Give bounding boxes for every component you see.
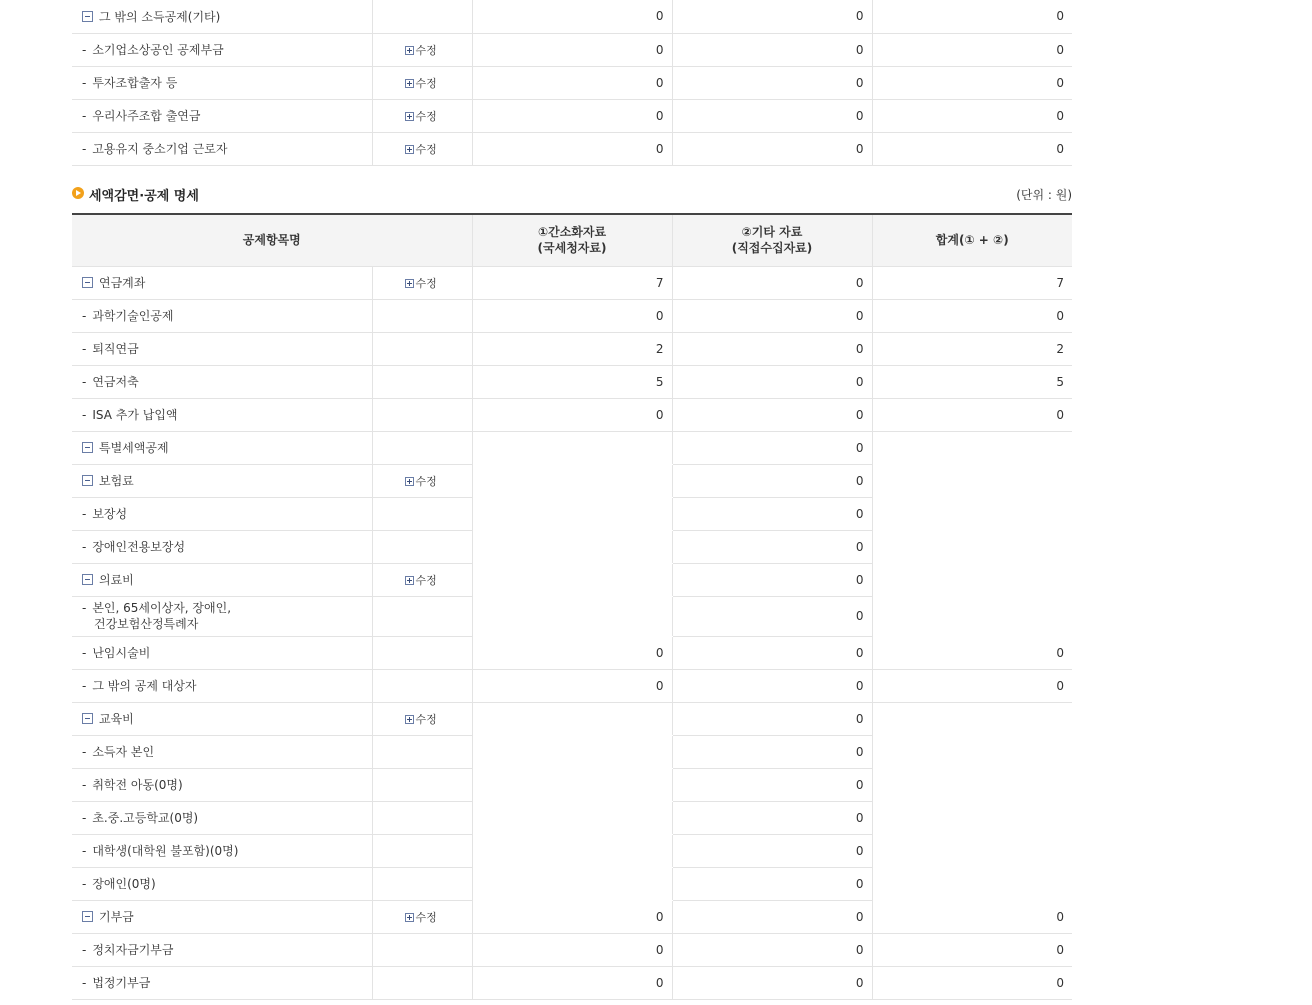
edit-cell [372, 464, 472, 497]
value-v1: 0 [472, 398, 672, 431]
edit-cell [372, 563, 472, 596]
dash-marker: - [82, 540, 87, 554]
value-v2: 0 [672, 365, 872, 398]
dash-marker: - [82, 679, 87, 693]
edit-cell [372, 834, 472, 867]
collapse-toggle-icon[interactable] [82, 442, 93, 453]
value-v1 [472, 768, 672, 801]
row-label: 기부금 [99, 910, 134, 924]
collapse-toggle-icon[interactable] [82, 911, 93, 922]
table-row [72, 464, 1072, 497]
dash-marker: - [82, 109, 87, 123]
value-v3 [872, 801, 1072, 834]
table-row [72, 365, 1072, 398]
edit-label: 수정 [415, 712, 437, 726]
value-v3: 0 [872, 900, 1072, 933]
edit-button[interactable] [405, 143, 437, 156]
value-v2: 0 [672, 900, 872, 933]
table-row [72, 636, 1072, 669]
value-v2: 0 [672, 530, 872, 563]
value-v3: 0 [872, 966, 1072, 999]
value-v1 [472, 530, 672, 563]
table-row [72, 33, 1072, 66]
value-v2: 0 [672, 834, 872, 867]
section-header [72, 184, 1072, 206]
row-label-cell [72, 966, 372, 999]
edit-cell [372, 596, 472, 636]
table-row [72, 966, 1072, 999]
table-row [72, 933, 1072, 966]
plus-icon [405, 112, 414, 121]
header-col3: 합계(① + ②) [872, 214, 1072, 266]
unit-label: (단위 : 원) [1016, 188, 1072, 202]
header-item-name: 공제항목명 [72, 214, 472, 266]
row-label-cell [72, 768, 372, 801]
value-v3: 0 [872, 99, 1072, 132]
row-label: 특별세액공제 [99, 441, 169, 455]
dash-marker: - [82, 745, 87, 759]
row-label: 과학기술인공제 [92, 309, 174, 323]
value-v2: 0 [672, 132, 872, 165]
dash-marker: - [82, 142, 87, 156]
value-v1: 0 [472, 99, 672, 132]
edit-button[interactable] [405, 713, 437, 726]
collapse-toggle-icon[interactable] [82, 11, 93, 22]
row-label: 투자조합출자 등 [92, 76, 178, 90]
edit-button[interactable] [405, 574, 437, 587]
value-v2: 0 [672, 398, 872, 431]
row-label-cell [72, 398, 372, 431]
table-row [72, 596, 1072, 636]
plus-icon [405, 46, 414, 55]
collapse-toggle-icon[interactable] [82, 277, 93, 288]
value-v1: 0 [472, 636, 672, 669]
edit-cell [372, 735, 472, 768]
edit-label: 수정 [415, 76, 437, 90]
dash-marker: - [82, 342, 87, 356]
row-label: 정치자금기부금 [92, 943, 174, 957]
header-col2-line1: ②기타 자료 [741, 225, 803, 240]
value-v1: 5 [472, 365, 672, 398]
row-label-cell [72, 596, 372, 636]
value-v2: 0 [672, 966, 872, 999]
row-label-cell [72, 0, 372, 33]
dash-marker: - [82, 76, 87, 90]
row-label: 고용유지 중소기업 근로자 [92, 142, 228, 156]
value-v3 [872, 768, 1072, 801]
value-v1 [472, 596, 672, 636]
edit-cell [372, 99, 472, 132]
value-v3: 2 [872, 332, 1072, 365]
edit-label: 수정 [415, 276, 437, 290]
value-v3: 0 [872, 66, 1072, 99]
value-v2: 0 [672, 464, 872, 497]
edit-label: 수정 [415, 573, 437, 587]
value-v2: 0 [672, 735, 872, 768]
row-label-cell [72, 702, 372, 735]
row-label-cell [72, 332, 372, 365]
value-v2: 0 [672, 563, 872, 596]
value-v2: 0 [672, 933, 872, 966]
table-row [72, 801, 1072, 834]
row-label: 보험료 [99, 474, 134, 488]
row-label: 그 밖의 소득공제(기타) [99, 9, 221, 24]
value-v1 [472, 464, 672, 497]
row-label-cell [72, 497, 372, 530]
dash-marker: - [82, 408, 87, 422]
row-label-cell [72, 132, 372, 165]
row-label-cell [72, 99, 372, 132]
value-v1 [472, 702, 672, 735]
dash-marker: - [82, 309, 87, 323]
edit-button[interactable] [405, 110, 437, 123]
table-row [72, 735, 1072, 768]
dash-marker: - [82, 811, 87, 825]
header-col2-line2: (직접수집자료) [731, 241, 813, 256]
dash-marker: - [82, 646, 87, 660]
dash-marker: - [82, 507, 87, 521]
edit-button[interactable] [405, 475, 437, 488]
dash-marker: - [82, 976, 87, 990]
value-v2: 0 [672, 431, 872, 464]
edit-cell [372, 132, 472, 165]
row-label: 장애인전용보장성 [92, 540, 186, 554]
row-label: 초.중.고등학교(0명) [92, 811, 199, 825]
row-label: 퇴직연금 [92, 342, 139, 356]
row-label-cell [72, 299, 372, 332]
edit-label: 수정 [415, 109, 437, 123]
plus-icon [405, 477, 414, 486]
value-v1: 0 [472, 66, 672, 99]
edit-cell [372, 398, 472, 431]
plus-icon [405, 913, 414, 922]
dash-marker: - [82, 877, 87, 891]
value-v1: 0 [472, 900, 672, 933]
row-label-cell [72, 636, 372, 669]
row-label: 취학전 아동(0명) [92, 778, 183, 792]
edit-cell [372, 365, 472, 398]
value-v1 [472, 735, 672, 768]
value-v3: 0 [872, 33, 1072, 66]
edit-cell [372, 530, 472, 563]
value-v3 [872, 867, 1072, 900]
value-v2: 0 [672, 299, 872, 332]
value-v2: 0 [672, 33, 872, 66]
collapse-toggle-icon[interactable] [82, 574, 93, 585]
value-v2: 0 [672, 669, 872, 702]
value-v2: 0 [672, 66, 872, 99]
row-label-cell [72, 834, 372, 867]
row-label: 법정기부금 [92, 976, 151, 990]
row-label: 장애인(0명) [92, 877, 156, 891]
dash-marker: - [82, 601, 87, 615]
value-v2: 0 [672, 801, 872, 834]
value-v2: 0 [672, 99, 872, 132]
plus-icon [405, 279, 414, 288]
edit-cell [372, 266, 472, 299]
row-label-cell [72, 33, 372, 66]
row-label: 난임시술비 [92, 646, 151, 660]
value-v1: 2 [472, 332, 672, 365]
value-v3 [872, 702, 1072, 735]
edit-button[interactable] [405, 911, 437, 924]
table-row [72, 66, 1072, 99]
tax-credit-table [72, 213, 1072, 1000]
edit-button[interactable] [405, 77, 437, 90]
row-label-cell [72, 563, 372, 596]
row-label-cell [72, 464, 372, 497]
value-v2: 0 [672, 702, 872, 735]
value-v3: 5 [872, 365, 1072, 398]
tax-credit-body [72, 266, 1072, 999]
table-row [72, 530, 1072, 563]
row-label-cell [72, 900, 372, 933]
value-v1: 0 [472, 132, 672, 165]
value-v2: 0 [672, 596, 872, 636]
value-v1: 7 [472, 266, 672, 299]
edit-cell [372, 299, 472, 332]
value-v2: 0 [672, 636, 872, 669]
row-label: 그 밖의 공제 대상자 [92, 679, 197, 693]
header-col2 [672, 214, 872, 266]
row-label-cell [72, 66, 372, 99]
row-label: 소기업소상공인 공제부금 [92, 43, 224, 57]
edit-cell [372, 933, 472, 966]
edit-label: 수정 [415, 43, 437, 57]
plus-icon [405, 79, 414, 88]
value-v1 [472, 834, 672, 867]
row-label: 교육비 [99, 712, 134, 726]
row-label-cell [72, 867, 372, 900]
edit-cell [372, 867, 472, 900]
table-row [72, 867, 1072, 900]
value-v3: 0 [872, 299, 1072, 332]
row-label: 연금계좌 [99, 276, 146, 290]
edit-label: 수정 [415, 474, 437, 488]
value-v3: 0 [872, 636, 1072, 669]
plus-icon [405, 715, 414, 724]
dash-marker: - [82, 844, 87, 858]
value-v3: 0 [872, 669, 1072, 702]
value-v3: 0 [872, 132, 1072, 165]
value-v3: 0 [872, 0, 1072, 33]
row-label-cell [72, 933, 372, 966]
edit-cell [372, 768, 472, 801]
row-label: 의료비 [99, 573, 134, 587]
table-row [72, 299, 1072, 332]
table-row [72, 0, 1072, 33]
table-row [72, 497, 1072, 530]
table-row [72, 132, 1072, 165]
row-label: 대학생(대학원 불포함)(0명) [92, 844, 239, 858]
row-label-cell [72, 669, 372, 702]
dash-marker: - [82, 943, 87, 957]
value-v3 [872, 735, 1072, 768]
value-v1 [472, 563, 672, 596]
row-label: 소득자 본인 [92, 745, 155, 759]
dash-marker: - [82, 375, 87, 389]
table-row [72, 702, 1072, 735]
row-label: 연금저축 [92, 375, 139, 389]
table-row [72, 563, 1072, 596]
value-v3: 0 [872, 398, 1072, 431]
row-label-cell [72, 266, 372, 299]
row-label: 우리사주조합 출연금 [92, 109, 201, 123]
value-v3 [872, 596, 1072, 636]
table-row [72, 431, 1072, 464]
value-v3 [872, 834, 1072, 867]
value-v1 [472, 431, 672, 464]
value-v1: 0 [472, 33, 672, 66]
edit-cell [372, 636, 472, 669]
row-label: ISA 추가 납입액 [92, 408, 178, 422]
edit-cell [372, 966, 472, 999]
edit-cell [372, 702, 472, 735]
table-row [72, 266, 1072, 299]
edit-cell [372, 669, 472, 702]
row-label: 보장성 [92, 507, 128, 521]
value-v2: 0 [672, 768, 872, 801]
plus-icon [405, 145, 414, 154]
row-label-cell [72, 530, 372, 563]
section-title: 세액감면·공제 명세 [89, 189, 199, 204]
table-row [72, 834, 1072, 867]
table-row [72, 900, 1072, 933]
row-label-cell [72, 801, 372, 834]
table-row [72, 332, 1072, 365]
edit-cell [372, 33, 472, 66]
value-v3: 0 [872, 933, 1072, 966]
value-v3 [872, 530, 1072, 563]
collapse-toggle-icon[interactable] [82, 475, 93, 486]
value-v3 [872, 563, 1072, 596]
edit-cell [372, 66, 472, 99]
edit-label: 수정 [415, 910, 437, 924]
row-label-cell [72, 431, 372, 464]
value-v2: 0 [672, 332, 872, 365]
edit-button[interactable] [405, 277, 437, 290]
value-v2: 0 [672, 0, 872, 33]
value-v1 [472, 801, 672, 834]
header-row [72, 214, 1072, 266]
value-v1: 0 [472, 669, 672, 702]
value-v3 [872, 464, 1072, 497]
edit-cell [372, 497, 472, 530]
table-row [72, 669, 1072, 702]
header-col1-line2: (국세청자료) [537, 241, 607, 256]
collapse-toggle-icon[interactable] [82, 713, 93, 724]
table-row [72, 768, 1072, 801]
edit-cell [372, 801, 472, 834]
value-v1: 0 [472, 933, 672, 966]
edit-label: 수정 [415, 142, 437, 156]
value-v1 [472, 497, 672, 530]
edit-cell [372, 332, 472, 365]
value-v2: 0 [672, 497, 872, 530]
value-v2: 0 [672, 266, 872, 299]
value-v1: 0 [472, 299, 672, 332]
income-deduction-other-table [72, 0, 1072, 166]
row-label-cell [72, 735, 372, 768]
edit-cell [372, 0, 472, 33]
edit-cell [372, 431, 472, 464]
value-v1: 0 [472, 0, 672, 33]
row-label-line2: 건강보험산정특례자 [94, 617, 199, 631]
header-col1 [472, 214, 672, 266]
income-deduction-other-body [72, 0, 1072, 165]
table-row [72, 99, 1072, 132]
value-v1: 0 [472, 966, 672, 999]
table-row [72, 398, 1072, 431]
dash-marker: - [82, 43, 87, 57]
plus-icon [405, 576, 414, 585]
value-v3 [872, 497, 1072, 530]
header-col1-line1: ①간소화자료 [537, 225, 607, 240]
row-label: 본인, 65세이상자, 장애인, [92, 601, 232, 615]
value-v3: 7 [872, 266, 1072, 299]
row-label-cell [72, 365, 372, 398]
section-bullet-icon [72, 187, 84, 199]
value-v2: 0 [672, 867, 872, 900]
edit-cell [372, 900, 472, 933]
value-v1 [472, 867, 672, 900]
value-v3 [872, 431, 1072, 464]
edit-button[interactable] [405, 44, 437, 57]
dash-marker: - [82, 778, 87, 792]
